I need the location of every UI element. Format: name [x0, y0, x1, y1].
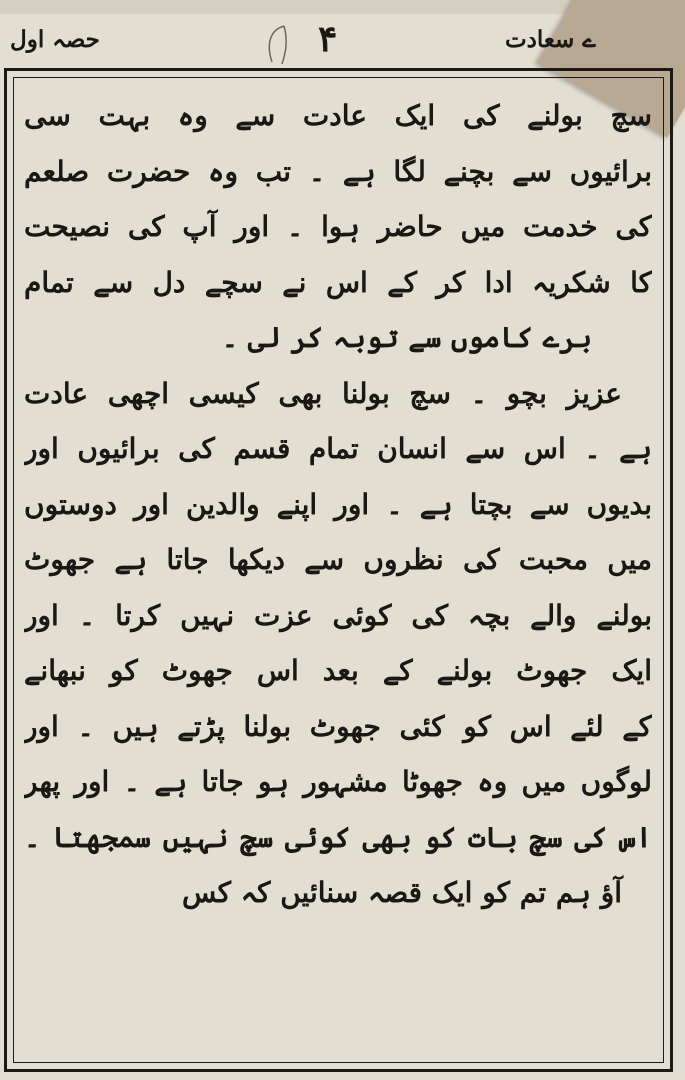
- text-line: سچ بولنے کی ایک عادت سے وہ بہت سی: [24, 99, 652, 132]
- body-text: [24, 88, 652, 921]
- text-line: برے کاموں سے توبہ کر لی ۔: [221, 321, 592, 354]
- text-line: بدیوں سے بچتا ہے ۔ اور اپنے والدین اور دوستوں: [24, 487, 652, 521]
- header-part-label: حصہ اول: [10, 26, 100, 53]
- text-line: کے لئے اس کو کئی جھوٹ بولنا پڑتے ہیں ۔ اور: [24, 709, 652, 743]
- text-line: ہے ۔ اس سے انسان تمام قسم کی برائیوں اور: [24, 432, 652, 465]
- text-line: میں محبت کی نظروں سے دیکھا جاتا ہے جھوٹ: [24, 543, 652, 576]
- page-number: ۴: [318, 18, 338, 60]
- pencil-mark-icon: [262, 22, 292, 66]
- page-header: [0, 20, 685, 70]
- text-line: کی خدمت میں حاضر ہوا ۔ اور آپ کی نصیحت: [24, 210, 652, 243]
- header-book-title: ے سعادت: [505, 26, 596, 53]
- text-line: بولنے والے بچہ کی کوئی عزت نہیں کرتا ۔ اور: [24, 598, 652, 632]
- text-line: آؤ ہم تم کو ایک قصہ سنائیں کہ کس: [181, 876, 622, 909]
- text-line: لوگوں میں وہ جھوٹا مشہور ہو جاتا ہے ۔ اور پھر: [24, 765, 652, 798]
- text-line: کا شکریہ ادا کر کے اس نے سچے دل سے تمام: [24, 265, 652, 299]
- text-line: برائیوں سے بچنے لگا ہے ۔ تب وہ حضرت صلعم: [24, 154, 652, 188]
- text-line: اس کی سچ بات کو بھی کوئی سچ نہیں سمجھتا ۔: [24, 820, 652, 854]
- text-line: ایک جھوٹ بولنے کے بعد اس جھوٹ کو نبھانے: [24, 654, 652, 687]
- text-line: عزیز بچو ۔ سچ بولنا بھی کیسی اچھی عادت: [24, 376, 622, 410]
